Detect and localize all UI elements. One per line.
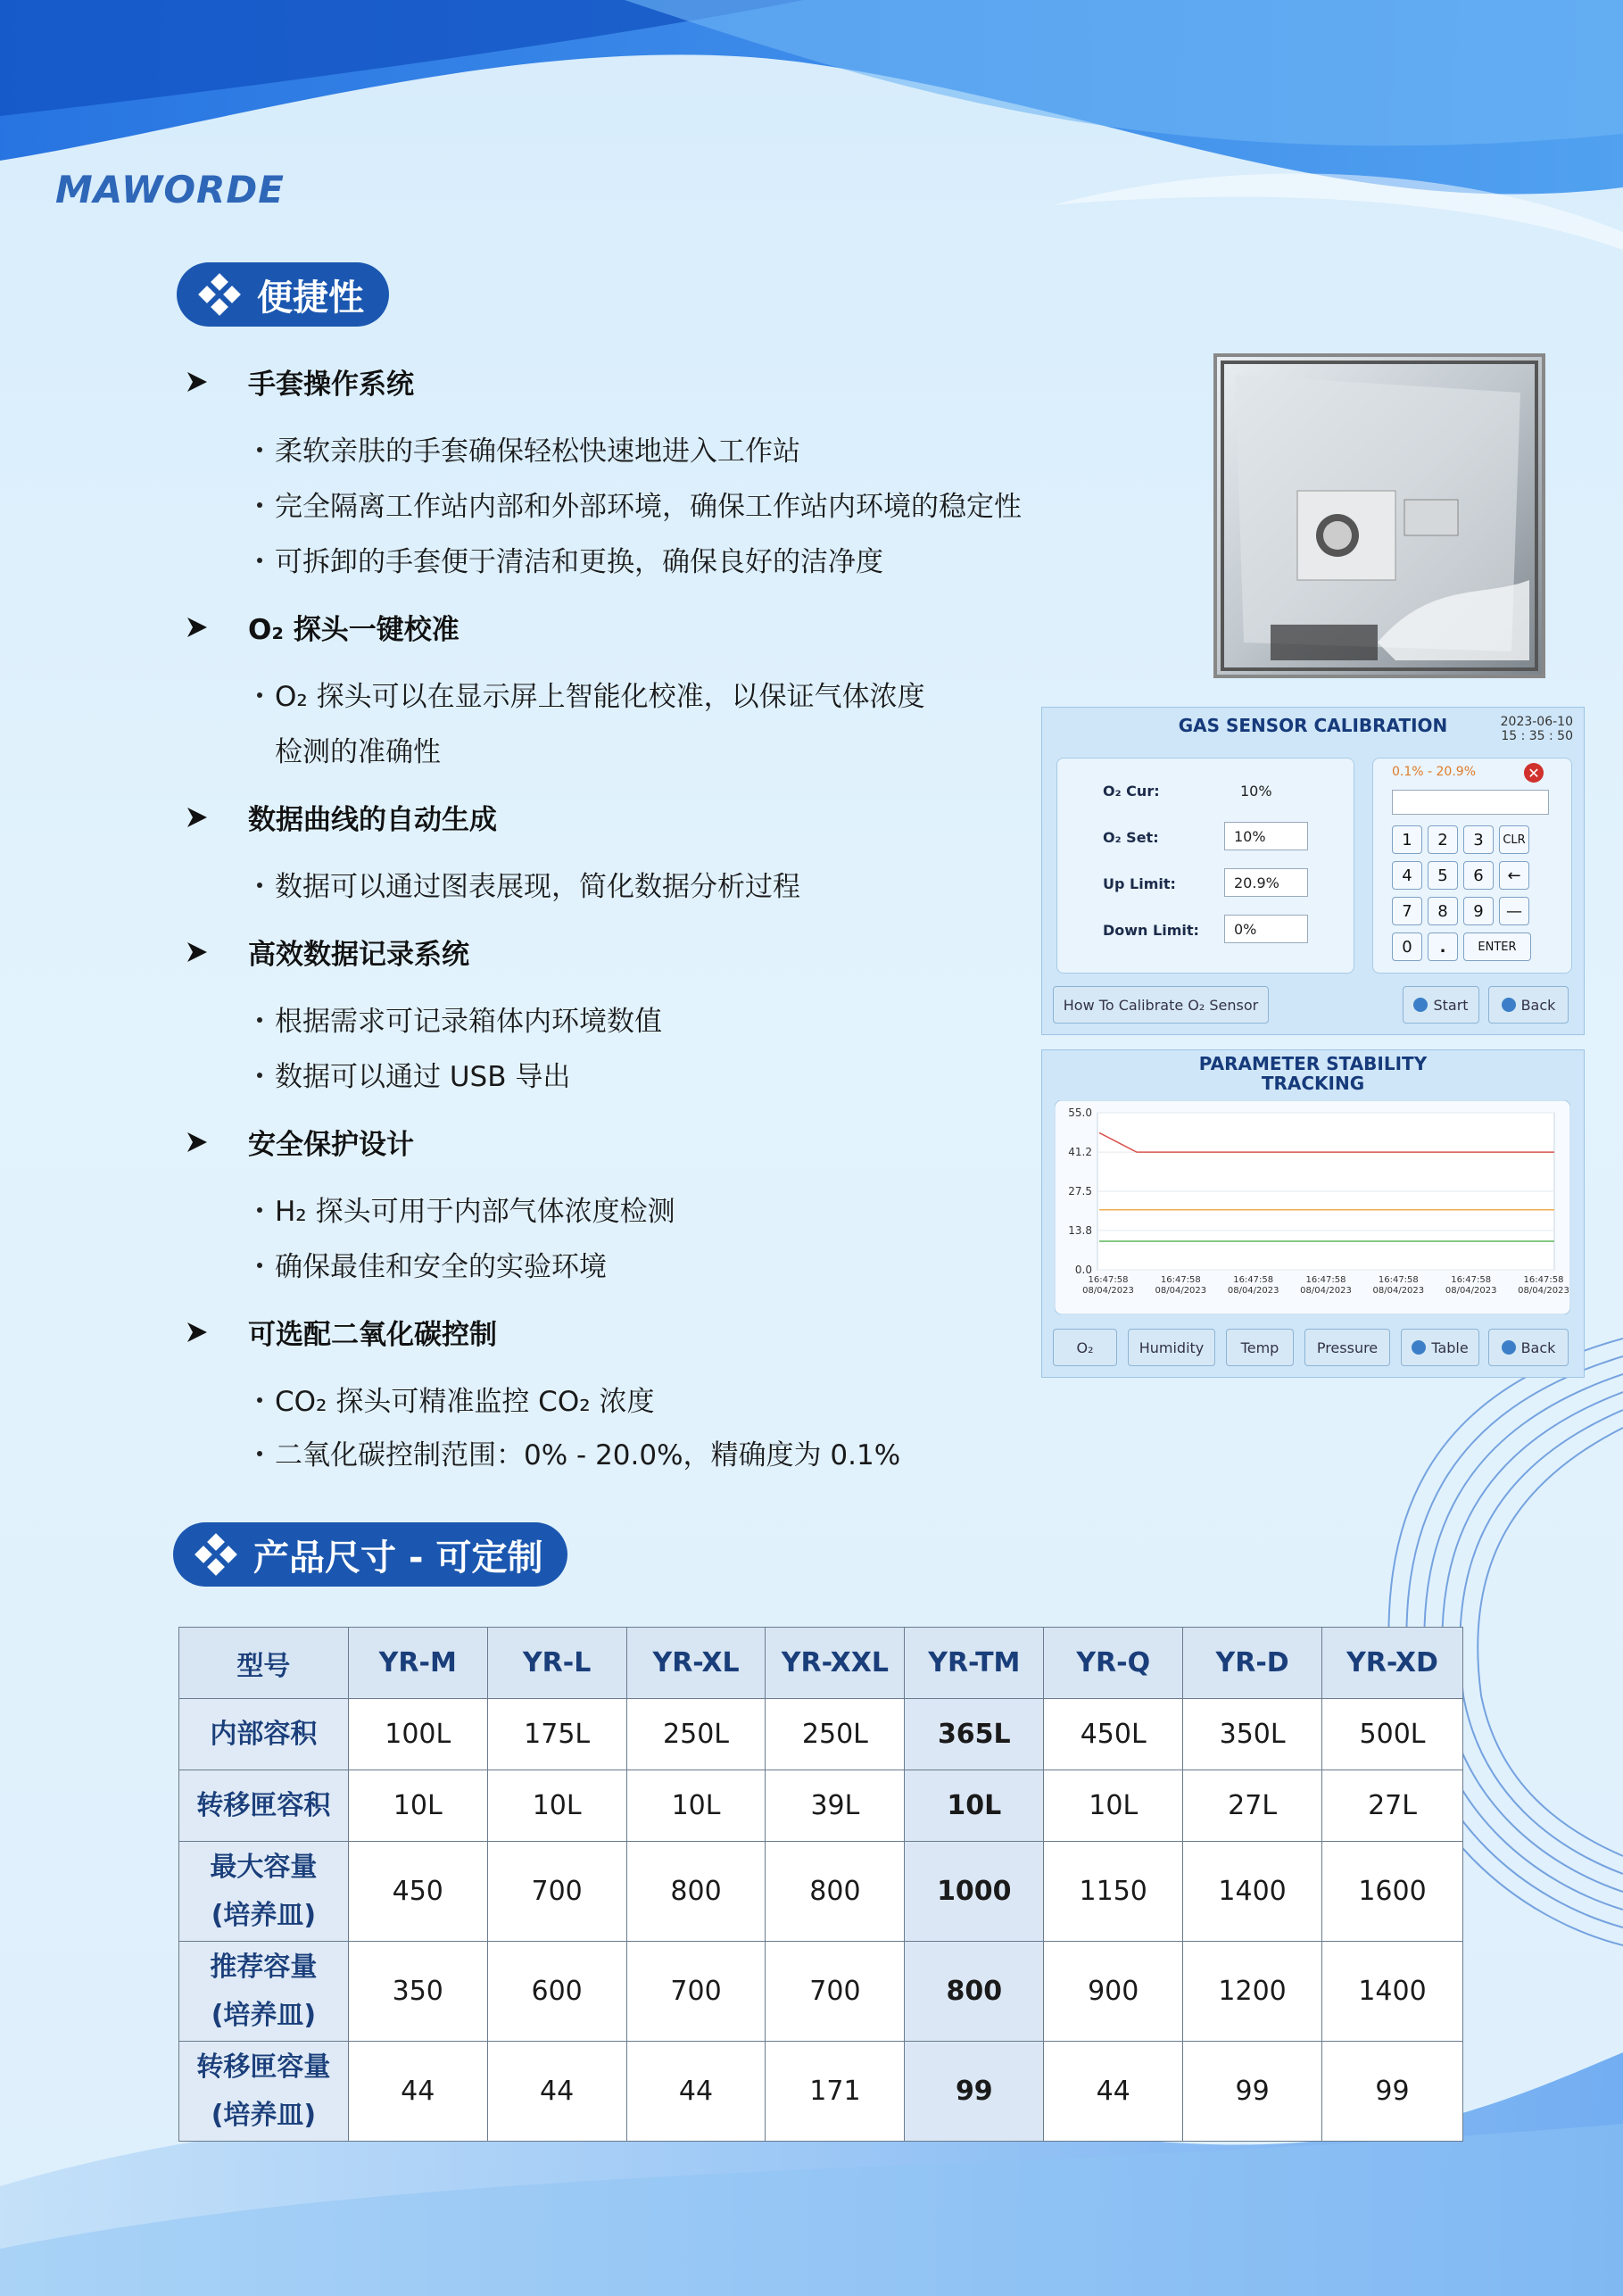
key-4[interactable]: 4 (1392, 861, 1422, 890)
table-cell: 171 (766, 2042, 905, 2142)
model-header: YR-TM (905, 1628, 1044, 1699)
list-item: 根据需求可记录箱体内环境数值 (257, 999, 662, 1039)
table-icon (1412, 1340, 1426, 1355)
table-cell: 175L (487, 1699, 626, 1770)
enter-button[interactable]: ENTER (1463, 932, 1531, 961)
back-arrow-icon (1502, 1340, 1516, 1355)
x-tick-label: 08/04/2023 (1227, 1286, 1279, 1296)
x-tick-label: 16:47:58 (1451, 1275, 1492, 1285)
table-cell: 99 (905, 2042, 1044, 2142)
key-8[interactable]: 8 (1428, 897, 1458, 925)
row-label: 转移匣容积 (179, 1770, 349, 1842)
convenience-section-pill (177, 262, 389, 327)
back-button[interactable]: Back (1488, 986, 1569, 1024)
table-cell: 10L (1044, 1770, 1183, 1842)
table-cell: 800 (905, 1942, 1044, 2042)
y-tick-label: 55.0 (1068, 1107, 1092, 1119)
list-item: 可拆卸的手套便于清洁和更换，确保良好的洁净度 (257, 539, 883, 579)
header-model-label: 型号 (179, 1628, 349, 1699)
arrowhead-icon (187, 808, 207, 827)
glovebox-photo (1213, 353, 1545, 678)
arrowhead-icon (187, 372, 207, 392)
table-cell: 10L (905, 1770, 1044, 1842)
x-tick-label: 08/04/2023 (1372, 1286, 1425, 1296)
gas-sensor-calibration-screen (1041, 707, 1585, 1035)
list-item: O₂ 探头可以在显示屏上智能化校准，以保证气体浓度 (257, 674, 925, 714)
section-heading: 数据曲线的自动生成 (189, 797, 497, 837)
table-cell: 1400 (1322, 1942, 1463, 2042)
o2-set-field[interactable]: 10% (1224, 822, 1308, 850)
list-item: 数据可以通过 USB 导出 (257, 1054, 570, 1094)
table-cell: 800 (626, 1842, 766, 1942)
table-row (179, 1699, 1463, 1770)
table-cell: 44 (1044, 2042, 1183, 2142)
list-item: CO₂ 探头可精准监控 CO₂ 浓度 (257, 1379, 655, 1419)
size-section-title: 产品尺寸 - 可定制 (253, 1537, 543, 1579)
key-0[interactable]: 0 (1392, 932, 1422, 961)
readings-panel (1056, 758, 1354, 974)
range-hint: 0.1% - 20.9% (1392, 765, 1476, 779)
screen-title: GAS SENSOR CALIBRATION (1178, 715, 1448, 736)
table-cell: 1200 (1183, 1942, 1322, 2042)
key-6[interactable]: 6 (1463, 861, 1494, 890)
key-minus[interactable]: — (1499, 897, 1529, 925)
play-icon (1413, 998, 1428, 1012)
list-item: 完全隔离工作站内部和外部环境，确保工作站内环境的稳定性 (257, 484, 1022, 524)
model-header: YR-XXL (766, 1628, 905, 1699)
y-tick-label: 0.0 (1074, 1264, 1092, 1276)
keypad-input[interactable] (1392, 790, 1549, 815)
table-cell: 500L (1322, 1699, 1463, 1770)
brand-logo: MAWORDE (55, 168, 285, 211)
o2-set-label: O₂ Set: (1103, 829, 1159, 846)
x-tick-label: 08/04/2023 (1082, 1286, 1134, 1296)
table-row (179, 1842, 1463, 1942)
table-cell: 10L (487, 1770, 626, 1842)
y-tick-label: 41.2 (1068, 1146, 1092, 1159)
key-5[interactable]: 5 (1428, 861, 1458, 890)
screen-title: PARAMETER STABILITY TRACKING (1198, 1053, 1428, 1094)
table-cell: 100L (348, 1699, 487, 1770)
table-cell: 350L (1183, 1699, 1322, 1770)
convenience-title: 便捷性 (257, 277, 364, 319)
row-label: 转移匣容量 (培养皿) (179, 2042, 349, 2142)
model-header: YR-XL (626, 1628, 766, 1699)
section-heading: 可选配二氧化碳控制 (189, 1312, 497, 1352)
table-cell: 44 (626, 2042, 766, 2142)
key-clr[interactable]: CLR (1499, 825, 1529, 854)
row-label: 最大容量 (培养皿) (179, 1842, 349, 1942)
table-row (179, 1942, 1463, 2042)
close-icon[interactable]: ✕ (1524, 763, 1544, 783)
x-tick-label: 16:47:58 (1160, 1275, 1201, 1285)
pressure-tab-button[interactable]: Pressure (1304, 1329, 1390, 1366)
table-cell: 99 (1322, 2042, 1463, 2142)
list-item: 柔软亲肤的手套确保轻松快速地进入工作站 (257, 428, 800, 468)
table-cell: 39L (766, 1770, 905, 1842)
key-dot[interactable]: . (1428, 932, 1458, 961)
x-tick-label: 16:47:58 (1233, 1275, 1274, 1285)
temp-tab-button[interactable]: Temp (1226, 1329, 1294, 1366)
o2-tab-button[interactable]: O₂ (1053, 1329, 1117, 1366)
table-cell: 44 (348, 2042, 487, 2142)
y-tick-label: 27.5 (1068, 1185, 1092, 1198)
up-limit-label: Up Limit: (1103, 875, 1176, 892)
key-7[interactable]: 7 (1392, 897, 1422, 925)
row-label: 推荐容量 (培养皿) (179, 1942, 349, 2042)
table-cell: 700 (626, 1942, 766, 2042)
how-to-calibrate-button[interactable]: How To Calibrate O₂ Sensor (1053, 986, 1269, 1024)
diamond-icon (195, 1533, 237, 1576)
table-cell: 1150 (1044, 1842, 1183, 1942)
model-header: YR-M (348, 1628, 487, 1699)
trend-chart (1055, 1100, 1570, 1314)
x-tick-label: 16:47:58 (1523, 1275, 1564, 1285)
model-header: YR-Q (1044, 1628, 1183, 1699)
table-cell: 10L (626, 1770, 766, 1842)
table-row (179, 2042, 1463, 2142)
table-cell: 700 (487, 1842, 626, 1942)
screen-datetime: 2023-06-10 15 : 35 : 50 (1500, 715, 1573, 743)
table-cell: 99 (1183, 2042, 1322, 2142)
down-limit-field[interactable]: 0% (1224, 915, 1308, 943)
o2-cur-label: O₂ Cur: (1103, 783, 1160, 800)
table-button[interactable]: Table (1401, 1329, 1479, 1366)
table-cell: 1000 (905, 1842, 1044, 1942)
spec-table (178, 1627, 1463, 2142)
x-tick-label: 08/04/2023 (1445, 1286, 1497, 1296)
model-header: YR-L (487, 1628, 626, 1699)
parameter-tracking-screen (1041, 1049, 1585, 1378)
table-cell: 600 (487, 1942, 626, 2042)
x-tick-label: 08/04/2023 (1518, 1286, 1569, 1296)
table-cell: 900 (1044, 1942, 1183, 2042)
x-tick-label: 08/04/2023 (1300, 1286, 1352, 1296)
table-cell: 365L (905, 1699, 1044, 1770)
table-cell: 27L (1322, 1770, 1463, 1842)
key-2[interactable]: 2 (1428, 825, 1458, 854)
list-item: 检测的准确性 (275, 736, 441, 768)
table-cell: 800 (766, 1842, 905, 1942)
table-cell: 350 (348, 1942, 487, 2042)
table-header-row (179, 1628, 1463, 1699)
section-heading: 手套操作系统 (189, 361, 414, 402)
table-cell: 1600 (1322, 1842, 1463, 1942)
table-cell: 27L (1183, 1770, 1322, 1842)
arrowhead-icon (187, 618, 207, 637)
key-3[interactable]: 3 (1463, 825, 1494, 854)
section-heading: O₂ 探头一键校准 (189, 607, 460, 647)
back-arrow-icon (1502, 998, 1516, 1012)
x-tick-label: 16:47:58 (1378, 1275, 1419, 1285)
list-item: 确保最佳和安全的实验环境 (257, 1244, 607, 1284)
diamond-icon (198, 273, 241, 316)
key-backspace[interactable]: ← (1499, 861, 1529, 890)
section-heading: 高效数据记录系统 (189, 932, 469, 972)
list-item: 二氧化碳控制范围：0% - 20.0%，精确度为 0.1% (257, 1432, 900, 1472)
table-cell: 450L (1044, 1699, 1183, 1770)
x-tick-label: 16:47:58 (1088, 1275, 1129, 1285)
list-item: H₂ 探头可用于内部气体浓度检测 (257, 1189, 675, 1229)
x-tick-label: 16:47:58 (1305, 1275, 1346, 1285)
up-limit-field[interactable]: 20.9% (1224, 868, 1308, 897)
back-button[interactable]: Back (1488, 1329, 1569, 1366)
o2-cur-value: 10% (1240, 783, 1272, 800)
size-section-pill (173, 1522, 567, 1587)
table-cell: 250L (766, 1699, 905, 1770)
table-cell: 700 (766, 1942, 905, 2042)
arrowhead-icon (187, 1132, 207, 1152)
table-cell: 450 (348, 1842, 487, 1942)
key-1[interactable]: 1 (1392, 825, 1422, 854)
table-cell: 1400 (1183, 1842, 1322, 1942)
table-row (179, 1770, 1463, 1842)
section-heading: 安全保护设计 (189, 1122, 414, 1162)
down-limit-label: Down Limit: (1103, 922, 1199, 939)
model-header: YR-XD (1322, 1628, 1463, 1699)
list-item: 数据可以通过图表展现，简化数据分析过程 (257, 864, 800, 904)
start-button[interactable]: Start (1403, 986, 1479, 1024)
row-label: 内部容积 (179, 1699, 349, 1770)
glovebox-image (1217, 357, 1542, 675)
table-cell: 10L (348, 1770, 487, 1842)
x-tick-label: 08/04/2023 (1155, 1286, 1207, 1296)
arrowhead-icon (187, 1322, 207, 1342)
model-header: YR-D (1183, 1628, 1322, 1699)
y-tick-label: 13.8 (1068, 1223, 1092, 1237)
key-9[interactable]: 9 (1463, 897, 1494, 925)
arrowhead-icon (187, 942, 207, 962)
humidity-tab-button[interactable]: Humidity (1128, 1329, 1215, 1366)
table-cell: 250L (626, 1699, 766, 1770)
table-cell: 44 (487, 2042, 626, 2142)
